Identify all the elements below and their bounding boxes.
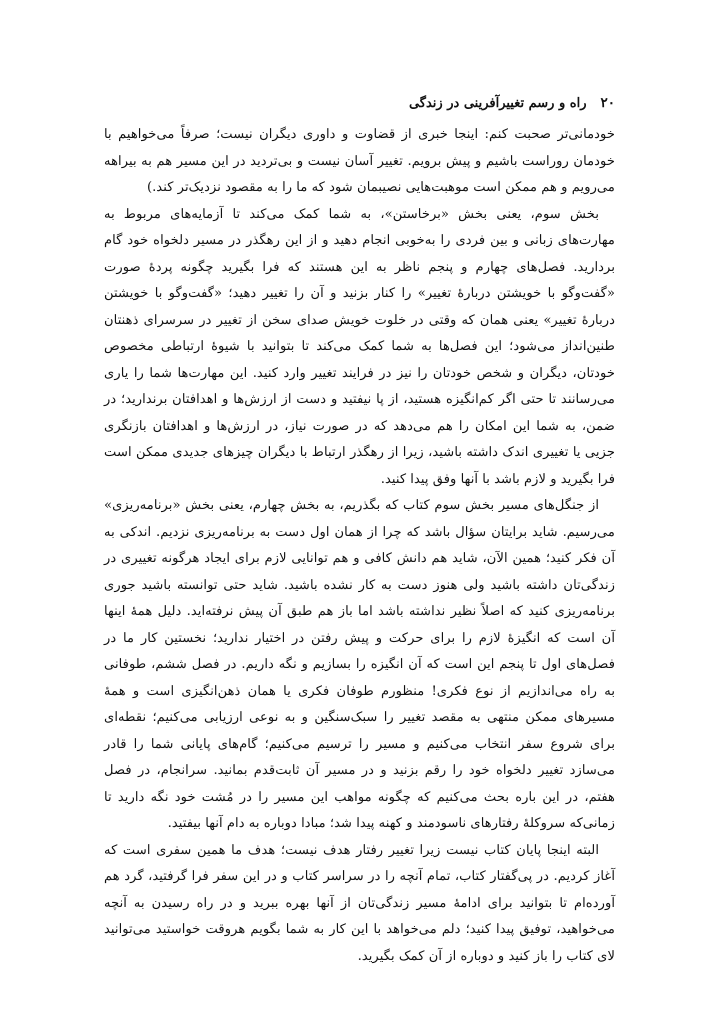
page-number: ۲۰ xyxy=(600,95,615,111)
body-text xyxy=(104,122,615,970)
paragraph: البته اینجا پایان کتاب نیست زیرا تغییر رفتار هدف نیست؛ هدف ما همین سفری است که آغاز کردیم. در پی‌گفتار کتاب، تمام آنچه را در سراسر کتاب و در این سفر فرا گرفتید، گرد هم آورده‌ام تا بتوانید برای ادامهٔ مسیر زندگی‌تان از آنها بهره ببرید و در راه رسیدن به آنچه می‌خواهید، توفیق پیدا کنید؛ دلم می‌خواهد با این کار به شما بگویم هروقت خواستید می‌توانید لای کتاب را باز کنید و دوباره از آن کمک بگیرید. xyxy=(104,842,615,964)
running-header xyxy=(105,95,615,117)
paragraph: بخش سوم، یعنی بخش «برخاستن»، به شما کمک می‌کند تا آزمایه‌های مربوط به مهارت‌های زبانی و بین فردی را به‌خوبی انجام دهید و از این رهگذر در مسیر دلخواه خود گام بردارید. فصل‌های چهارم و پنجم ناظر به این هستند که فرا بگیرید چگونه پردهٔ صورت «گفت‌وگو با خویشتن دربارهٔ تغییر» را کنار بزنید و آن را تغییر دهید؛ «گفت‌وگو با خویشتن دربارهٔ تغییر» یعنی همان که وقتی در خلوت خویش صدای سخن از تغییر در سرسرای ذهنتان طنین‌انداز می‌شود؛ این فصل‌ها به شما کمک می‌کند تا بتوانید با شیوهٔ ارتباطی مخصوص خودتان، دیگران و شخص خودتان را نیز در فرایند تغییر وارد کنید. این مهارت‌ها شما را یاری می‌رسانند تا حتی اگر کم‌انگیزه هستید، از پا نیفتید و دست از ارزش‌ها و اهدافتان برندارید؛ در ضمن، به شما این امکان را هم می‌دهد که در صورت نیاز، در ارزش‌ها و اهدافتان بازنگری جزیی یا تغییری اندک داشته باشید، زیرا از رهگذر ارتباط با دیگران چیزهای جدیدی ممکن است فرا بگیرید و لازم باشد با آنها وفق پیدا کنید. xyxy=(104,206,615,487)
paragraph: از جنگل‌های مسیر بخش سوم کتاب که بگذریم، به بخش چهارم، یعنی بخش «برنامه‌ریزی» می‌رسیم. شاید برایتان سؤال باشد که چرا از همان اول دست به برنامه‌ریزی نزدیم. اندکی به آن فکر کنید؛ همین الآن، شاید هم دانش کافی و هم توانایی لازم برای ایجاد هرگونه تغییری در زندگی‌تان داشته باشید ولی هنوز دست به کار نشده باشید. شاید حتی توانسته باشید جوری برنامه‌ریزی کنید که اصلاً نظیر نداشته باشد اما باز هم طبق آن پیش نرفته‌اید. دلیل همهٔ اینها آن است که انگیزهٔ لازم را برای حرکت و پیش رفتن در اختیار ندارید؛ نخستین کار ما در فصل‌های اول تا پنجم این است که آن انگیزه را بسازیم و نگه داریم. در فصل ششم، طوفانی به راه می‌اندازیم از نوع فکری! منظورم طوفان فکری یا همان ذهن‌انگیزی است و همهٔ مسیرهای ممکن منتهی به مقصد تغییر را سبک‌سنگین و به نوعی ارزیابی می‌کنیم؛ نقطه‌ای برای شروع سفر انتخاب می‌کنیم و مسیر را ترسیم می‌کنیم؛ گام‌های پایانی شما را قادر می‌سازد تغییر دلخواه خود را رقم بزنید و در مسیر آن ثابت‌قدم بمانید. سرانجام، در فصل هفتم، در این باره بحث می‌کنیم که چگونه مواهب این مسیر را در مُشت خود نگه دارید تا زمانی‌که سروکلهٔ رفتارهای ناسودمند و کهنه پیدا شد؛ مبادا دوباره به دام آنها بیفتید. xyxy=(104,498,615,831)
paragraph: خودمانی‌تر صحبت کنم: اینجا خبری از قضاوت و داوری دیگران نیست؛ صرفاً می‌خواهیم با خودمان روراست باشیم و پیش برویم. تغییر آسان نیست و بی‌تردید در این مسیر هم به بیراهه می‌رویم و هم ممکن است موهبت‌هایی نصیبمان شود که ما را به مقصود نزدیک‌تر کند.) xyxy=(104,127,615,195)
running-title: راه و رسم تغییرآفرینی در زندگی xyxy=(408,96,587,111)
